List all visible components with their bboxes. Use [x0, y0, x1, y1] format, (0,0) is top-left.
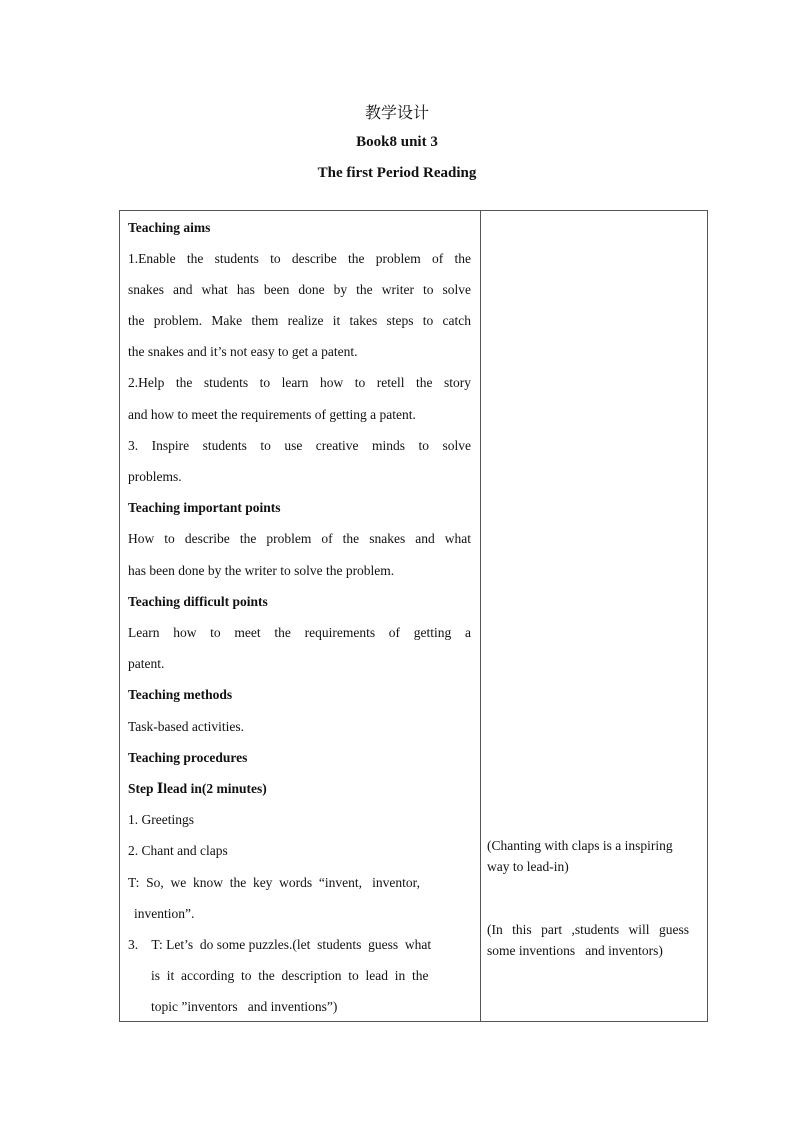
aims-line: the problem. Make them realize it takes steps to catch: [128, 313, 471, 328]
difficult-points-line: patent.: [128, 656, 165, 671]
puzzle-line: is it according to the description to lead in the: [151, 968, 429, 983]
step-item: 2. Chant and claps: [128, 843, 228, 858]
important-points-heading: Teaching important points: [128, 500, 281, 515]
lesson-plan-table: [119, 210, 708, 1022]
aims-heading: Teaching aims: [128, 220, 211, 235]
difficult-points-line: Learn how to meet the requirements of getting a: [128, 625, 471, 640]
note-line: (In this part ,students will guess: [487, 922, 689, 937]
methods-heading: Teaching methods: [128, 687, 233, 702]
step-item: 1. Greetings: [128, 812, 194, 827]
book-unit-heading: Book8 unit 3: [356, 134, 438, 150]
important-points-line: How to describe the problem of the snakes and what: [128, 531, 471, 546]
aims-line: 3. Inspire students to use creative minds to solve: [128, 438, 471, 453]
column-divider: [480, 211, 481, 1021]
teacher-line: T: So, we know the key words “invent, inventor,: [128, 875, 420, 890]
aims-line: 1.Enable the students to describe the problem of the: [128, 251, 471, 266]
difficult-points-heading: Teaching difficult points: [128, 594, 268, 609]
aims-line: problems.: [128, 469, 182, 484]
puzzle-line: 3. T: Let’s do some puzzles.(let students guess what: [128, 937, 432, 952]
step1-heading: Step Ⅰlead in(2 minutes): [128, 781, 267, 796]
aims-line: and how to meet the requirements of getting a patent.: [128, 407, 416, 422]
aims-line: snakes and what has been done by the writer to solve: [128, 282, 471, 297]
document-title: 教学设计: [364, 103, 429, 122]
period-heading: The first Period Reading: [317, 165, 477, 181]
procedures-heading: Teaching procedures: [128, 750, 248, 765]
aims-line: 2.Help the students to learn how to retell the story: [128, 375, 471, 390]
note-line: (Chanting with claps is a inspiring: [487, 838, 673, 853]
aims-line: the snakes and it’s not easy to get a patent.: [128, 344, 358, 359]
teacher-line: invention”.: [134, 906, 195, 921]
methods-text: Task-based activities.: [128, 719, 245, 734]
puzzle-line: topic ”inventors and inventions”): [151, 999, 338, 1014]
note-line: some inventions and inventors): [487, 943, 663, 958]
note-line: way to lead-in): [487, 859, 569, 874]
important-points-line: has been done by the writer to solve the problem.: [128, 563, 395, 578]
